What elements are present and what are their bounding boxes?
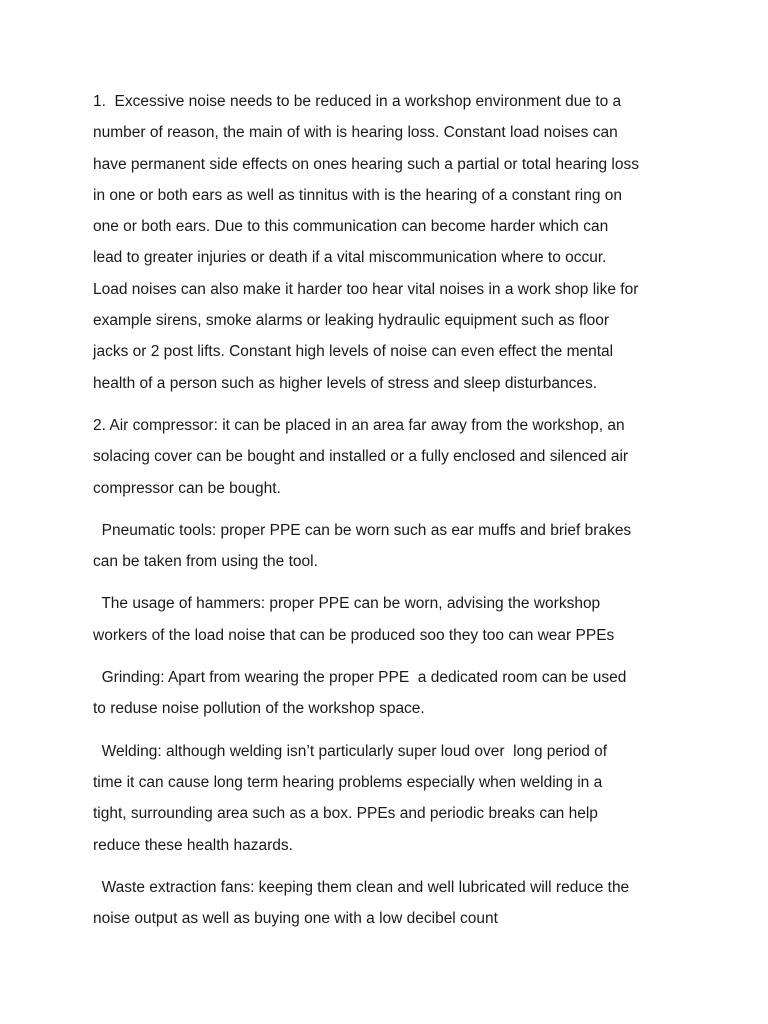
text-line: 1. Excessive noise needs to be reduced in a workshop environment due to a [93,93,622,110]
paragraph-grinding [93,662,683,725]
text-line: compressor can be bought. [93,479,281,497]
text-line: Waste extraction fans: keeping them clean and well lubricated will reduce the [93,878,630,896]
paragraph-noise-reasons [93,86,683,399]
text-line: time it can cause long term hearing problems especially when welding in a [93,773,603,791]
text-line: Welding: although welding isn’t particularly super loud over long period of [93,742,608,760]
text-line: jacks or 2 post lifts. Constant high levels of noise can even effect the mental [93,343,614,361]
text-line: 2. Air compressor: it can be placed in an area far away from the workshop, an [93,416,625,434]
text-line: lead to greater injuries or death if a vital miscommunication where to occur. [93,249,607,267]
text-line: health of a person such as higher levels of stress and sleep disturbances. [93,374,598,392]
paragraph-air-compressor [93,410,683,504]
text-line: solacing cover can be bought and installed or a fully enclosed and silenced air [93,448,629,466]
text-line: tight, surrounding area such as a box. PPEs and periodic breaks can help [93,805,598,823]
paragraph-welding [93,736,683,861]
text-line: Pneumatic tools: proper PPE can be worn such as ear muffs and brief brakes [93,521,632,539]
document-page [93,86,683,945]
paragraph-hammers [93,588,683,651]
text-line: Grinding: Apart from wearing the proper PPE a dedicated room can be used [93,669,627,687]
text-line: number of reason, the main of with is hearing loss. Constant load noises can [93,124,618,142]
text-line: one or both ears. Due to this communication can become harder which can [93,218,609,236]
text-line: can be taken from using the tool. [93,553,318,571]
text-line: to reduse noise pollution of the workshop space. [93,700,425,718]
text-line: The usage of hammers: proper PPE can be worn, advising the workshop [93,595,601,613]
text-line: have permanent side effects on ones hearing such a partial or total hearing loss [93,155,639,173]
paragraph-pneumatic-tools [93,515,683,578]
text-line: Load noises can also make it harder too hear vital noises in a work shop like for [93,280,639,298]
paragraph-extraction-fans [93,872,683,935]
text-line: example sirens, smoke alarms or leaking hydraulic equipment such as floor [93,312,610,330]
text-line: reduce these health hazards. [93,836,293,854]
text-line: noise output as well as buying one with a low decibel count [93,910,498,928]
text-line: workers of the load noise that can be produced soo they too can wear PPEs [93,626,615,644]
text-line: in one or both ears as well as tinnitus with is the hearing of a constant ring on [93,186,623,204]
